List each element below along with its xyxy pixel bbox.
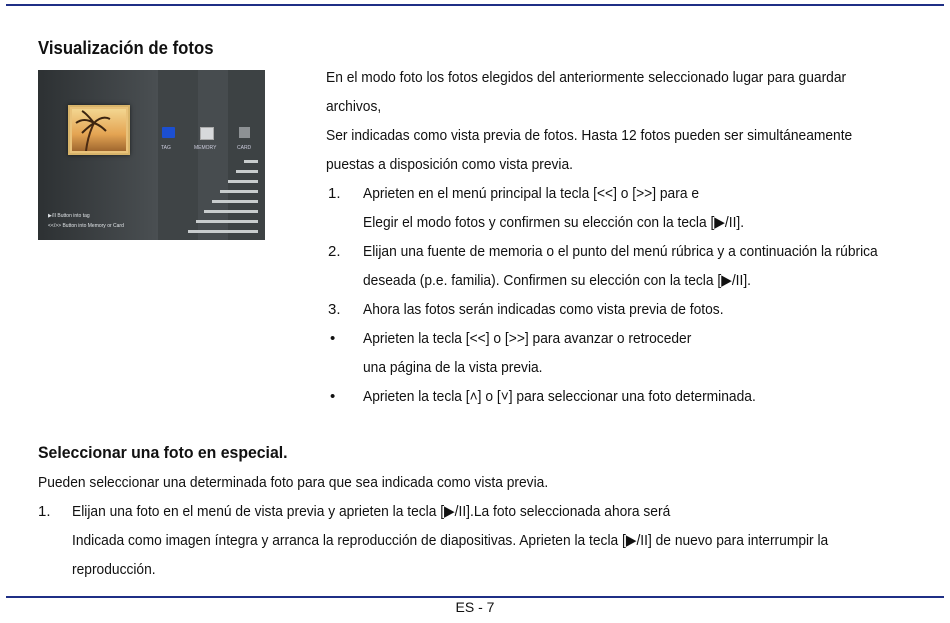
intro-line: En el modo foto los fotos elegidos del anteriormente seleccionado lugar para guardar <box>326 69 847 86</box>
screen-panel <box>158 70 198 240</box>
section-title: Visualización de fotos <box>38 38 214 58</box>
tag-folder-icon[interactable] <box>162 127 175 138</box>
subsection-intro: Pueden seleccionar una determinada foto para que sea indicada como vista previa. <box>38 474 549 491</box>
bullet-text: una página de la vista previa. <box>363 359 543 376</box>
bottom-rule <box>6 596 944 598</box>
menu-tag-label: TAG <box>161 145 171 151</box>
stair-step <box>220 190 258 193</box>
step-text: reproducción. <box>72 561 156 578</box>
intro-line: Ser indicadas como vista previa de fotos. Hasta 12 fotos pueden ser simultáneamente <box>326 127 853 144</box>
step-number: 2. <box>328 243 341 260</box>
page-number: ES - 7 <box>455 599 495 615</box>
screen-panel <box>198 70 228 240</box>
bullet-icon: • <box>330 330 336 347</box>
stair-step <box>212 200 258 203</box>
stair-step <box>228 180 258 183</box>
stair-step <box>188 230 258 233</box>
step-text: Ahora las fotos serán indicadas como vista previa de fotos. <box>363 301 724 318</box>
step-text: Elijan una foto en el menú de vista previa y aprieten la tecla [▶/II].La foto seleccionada ahora será <box>72 503 671 520</box>
step-text: Elijan una fuente de memoria o el punto del menú rúbrica y a continuación la rúbrica <box>363 243 878 260</box>
step-number: 1. <box>38 503 51 520</box>
step-text: Elegir el modo fotos y confirmen su elección con la tecla [▶/II]. <box>363 214 745 231</box>
step-text: deseada (p.e. familia). Confirmen su elección con la tecla [▶/II]. <box>363 272 752 289</box>
framed-photo <box>68 105 130 155</box>
menu-card-label: CARD <box>237 145 252 151</box>
photo-menu-screenshot <box>38 70 265 240</box>
screen-caption: ▶/II Button into tag <box>48 213 90 219</box>
bullet-text: Aprieten la tecla [<<] o [>>] para avanzar o retroceder <box>363 330 692 347</box>
palm-tree-icon <box>72 109 126 151</box>
step-number: 1. <box>328 185 341 202</box>
menu-memory-label: MEMORY <box>194 145 217 151</box>
card-icon[interactable] <box>239 127 250 138</box>
step-text: Aprieten en el menú principal la tecla [<<] o [>>] para e <box>363 185 700 202</box>
memory-icon[interactable] <box>200 127 214 140</box>
screen-panel <box>228 70 265 240</box>
step-number: 3. <box>328 301 341 318</box>
stair-step <box>204 210 258 213</box>
bullet-icon: • <box>330 388 336 405</box>
stair-step <box>236 170 258 173</box>
stair-step <box>196 220 258 223</box>
stair-step <box>244 160 258 163</box>
intro-line: archivos, <box>326 98 382 115</box>
intro-line: puestas a disposición como vista previa. <box>326 156 574 173</box>
top-rule <box>6 4 944 6</box>
screen-caption: <</>> Button into Memory or Card <box>48 223 124 229</box>
subsection-title: Seleccionar una foto en especial. <box>38 443 288 462</box>
step-text: Indicada como imagen íntegra y arranca la reproducción de diapositivas. Aprieten la tecla [▶/II] de nuevo para interrumpir la <box>72 532 829 549</box>
bullet-text: Aprieten la tecla [˄] o [˅] para seleccionar una foto determinada. <box>363 388 756 405</box>
